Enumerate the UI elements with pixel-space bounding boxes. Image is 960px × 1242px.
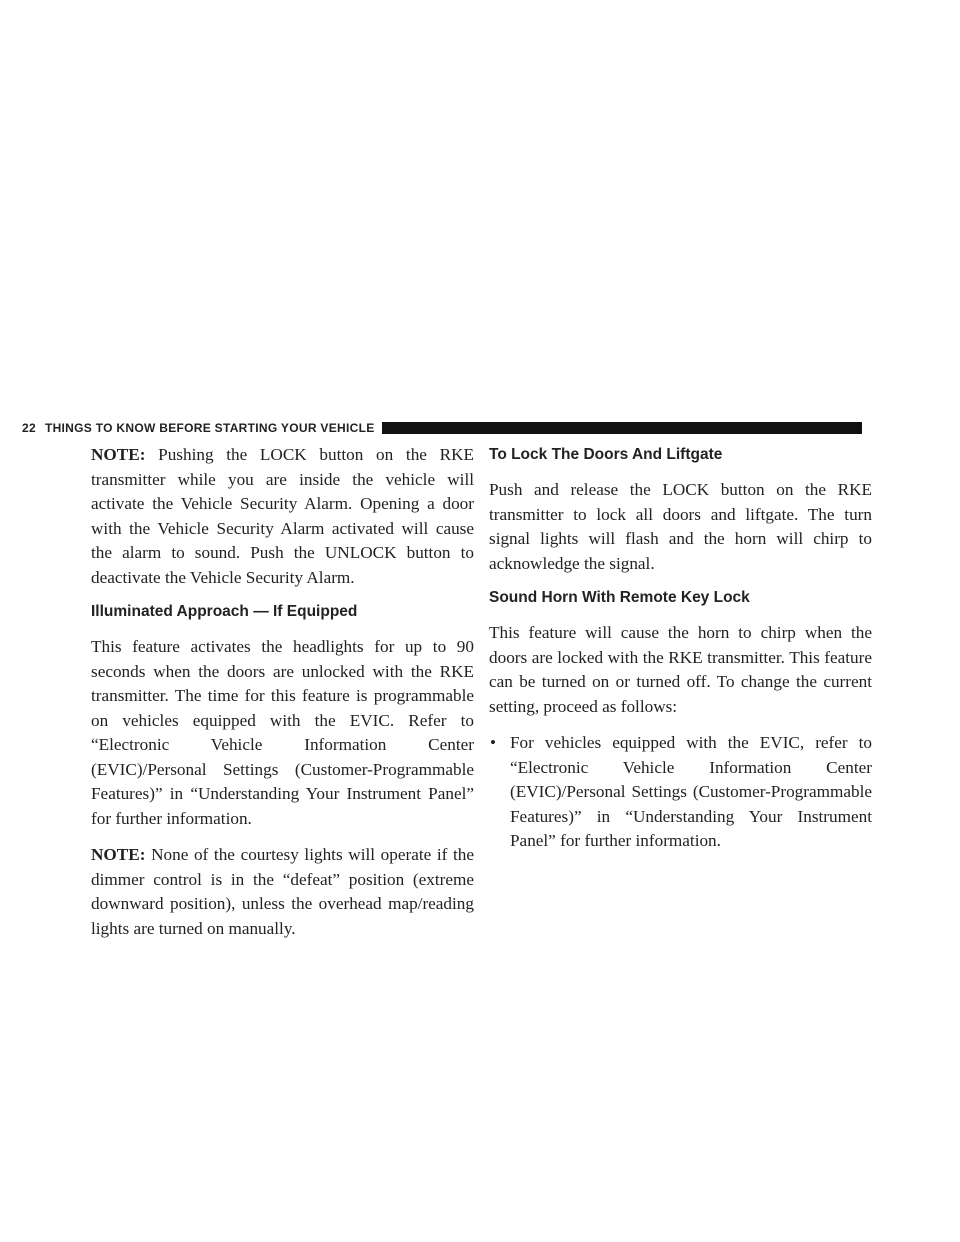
note-courtesy-lights <box>91 843 474 941</box>
note-label: NOTE: <box>91 445 146 464</box>
left-column <box>91 443 474 953</box>
header-rule <box>382 422 862 434</box>
bullet-icon: • <box>490 733 496 752</box>
note-label: NOTE: <box>91 845 146 864</box>
note-lock-transmitter <box>91 443 474 590</box>
paragraph-lock-doors: Push and release the LOCK button on the RKE transmitter to lock all doors and liftgate. The turn signal lights will flash and the horn will chirp to acknowledge the signal. <box>489 480 872 573</box>
paragraph-illuminated-approach: This feature activates the headlights for up to 90 seconds when the doors are unlocked with the RKE transmitter. The time for this feature is programmable on vehicles equipped with the EVIC. Refer to “Electronic Vehicle Information Center (EVIC)/Personal Settings (Customer-Programmable Features)” in “Understanding Your Instrument Panel” for further information. <box>91 637 474 828</box>
heading-illuminated-approach: Illuminated Approach — If Equipped <box>91 603 358 620</box>
bullet-list-item <box>489 731 872 854</box>
section-title: THINGS TO KNOW BEFORE STARTING YOUR VEHICLE <box>44 421 375 435</box>
note-text: Pushing the LOCK button on the RKE transmitter while you are inside the vehicle will activate the Vehicle Security Alarm. Opening a door with the Vehicle Security Alarm activated will cause the alarm to sound. Push the UNLOCK button to deactivate the Vehicle Security Alarm. <box>91 445 475 587</box>
paragraph-sound-horn: This feature will cause the horn to chirp when the doors are locked with the RKE transmitter. This feature can be turned on or turned off. To change the current setting, proceed as follows: <box>489 623 872 716</box>
heading-sound-horn: Sound Horn With Remote Key Lock <box>489 589 750 606</box>
bullet-text: For vehicles equipped with the EVIC, refer to “Electronic Vehicle Information Center (EVIC)/Personal Settings (Customer-Programmable Features)” in “Understanding Your Instrument Panel” for further information. <box>510 733 872 850</box>
page-number: 22 <box>22 421 36 435</box>
page-header <box>22 419 862 437</box>
right-column <box>489 443 872 854</box>
note-text: None of the courtesy lights will operate if the dimmer control is in the “defeat” position (extreme downward position), unless the overhead map/reading lights are turned on manually. <box>91 845 475 938</box>
heading-lock-doors: To Lock The Doors And Liftgate <box>489 446 723 463</box>
